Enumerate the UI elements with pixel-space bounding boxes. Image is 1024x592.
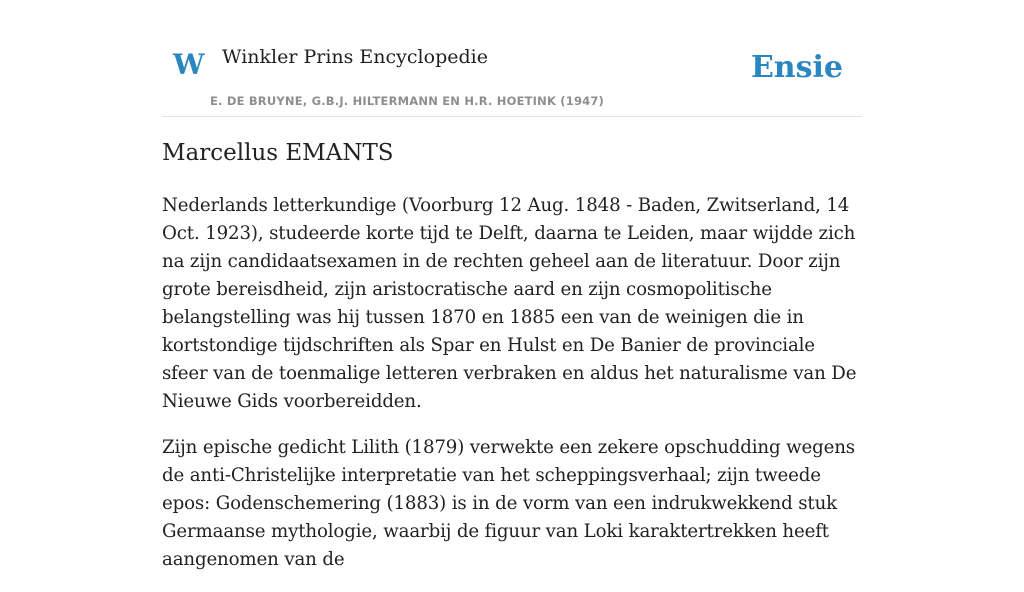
article-paragraph: Zijn epische gedicht Lilith (1879) verwekte een zekere opschudding wegens de anti-Christelijke interpretatie van het scheppingsverhaal; zijn tweede epos: Godenschemering (1883) is in de vorm van een indrukwekkend stuk Germaanse mythologie, waarbij de figuur van Loki karaktertrekken heeft aangenomen van de	[162, 437, 855, 570]
publication-title[interactable]: Winkler Prins Encyclopedie	[222, 46, 488, 68]
ensie-logo[interactable]: Ensie	[750, 50, 843, 85]
site-header	[162, 0, 862, 117]
publication-logo[interactable]: W	[173, 48, 205, 81]
article-paragraph: Nederlands letterkundige (Voorburg 12 Aug. 1848 - Baden, Zwitserland, 14 Oct. 1923), studeerde korte tijd te Delft, daarna te Leiden, maar wijdde zich na zijn candidaatsexamen in de rechten geheel aan de literatuur. Door zijn grote bereisdheid, zijn aristocratische aard en zijn cosmopolitische belangstelling was hij tussen 1870 en 1885 een van de weinigen die in kortstondige tijdschriften als Spar en Hulst en De Banier de provinciale sfeer van de toenmalige letteren verbraken en aldus het naturalisme van De Nieuwe Gids voorbereidden.	[162, 195, 857, 412]
article-body	[162, 192, 862, 592]
article-title: Marcellus EMANTS	[162, 140, 394, 166]
publication-authors: E. DE BRUYNE, G.B.J. HILTERMANN EN H.R. HOETINK (1947)	[210, 94, 605, 108]
